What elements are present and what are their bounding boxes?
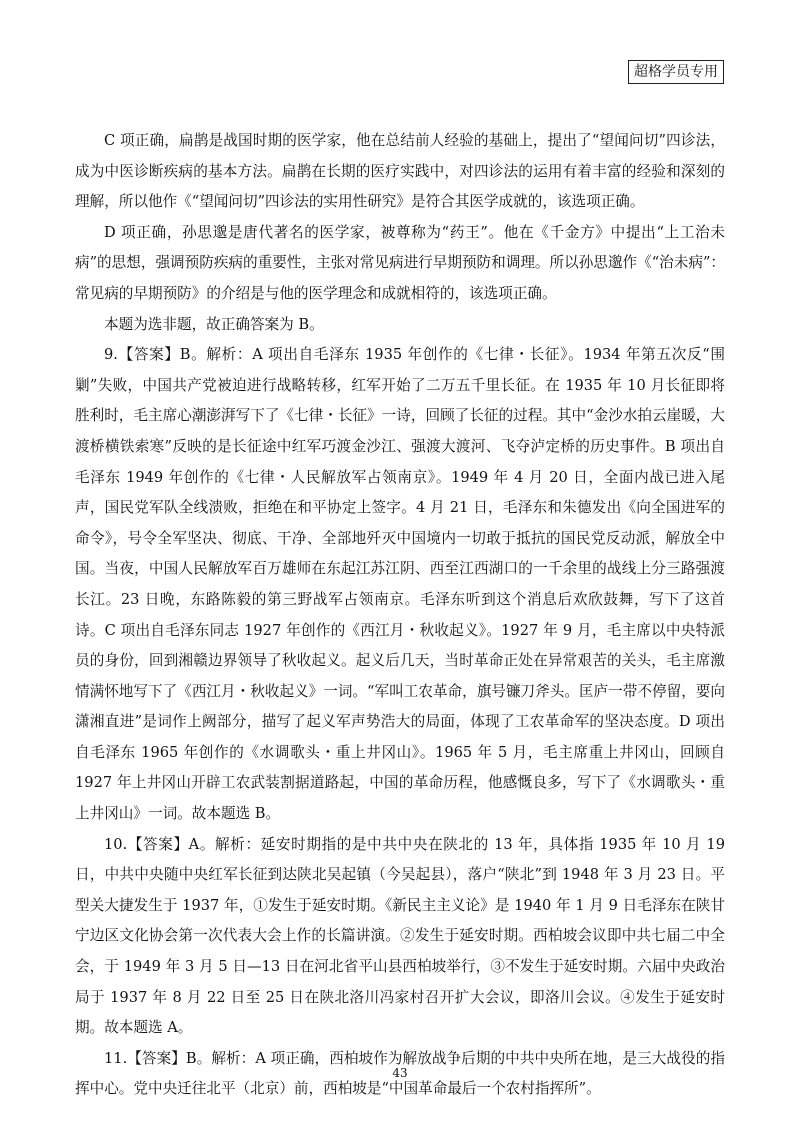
document-body (75, 126, 725, 1105)
paragraph-option-d: D 项正确，孙思邈是唐代著名的医学家，被尊称为“药王”。他在《千金方》中提出“上工治未病”的思想，强调预防疾病的重要性，主张对常见病进行早期预防和调理。所以孙思邈作《“治未病”：常见病的早期预防》的介绍是与他的医学理念和成就相符的，该选项正确。 (75, 223, 725, 302)
page-number: 43 (392, 1066, 408, 1080)
paragraph-question-9: 9.【答案】B。解析：A 项出自毛泽东 1935 年创作的《七律・长征》。1934 年第五次反“围剿”失败，中国共产党被迫进行战略转移，红军开始了二万五千里长征。在 1935 年 10 月长征即将胜利时，毛主席心潮澎湃写下了《七律・长征》一诗，回顾了长征的过程。其中“金沙水拍云崖暖，大渡桥横铁索寒”反映的是长征途中红军巧渡金沙江、强渡大渡河、飞夺泸定桥的历史事件。B 项出自毛泽东 1949 年创作的《七律・人民解放军占领南京》。1949 年 4 月 20 日，全面内战已进入尾声，国民党军队全线溃败，拒绝在和平协定上签字。4 月 21 日，毛泽东和朱德发出《向全国进军的命令》，号令全军坚决、彻底、干净、全部地歼灭中国境内一切敢于抵抗的国民党反动派，解放全中国。当夜，中国人民解放军百万雄师在东起江苏江阴、西至江西湖口的一千余里的战线上分三路强渡长江。23 日晚，东路陈毅的第三野战军占领南京。毛泽东听到这个消息后欢欣鼓舞，写下了这首诗。C 项出自毛泽东同志 1927 年创作的《西江月・秋收起义》。1927 年 9 月，毛主席以中央特派员的身份，回到湘赣边界领导了秋收起义。起义后几天，当时革命正处在异常艰苦的关头，毛主席激情满怀地写下了《西江月・秋收起义》一词。“军叫工农革命，旗号镰刀斧头。匡庐一带不停留，要向潇湘直进”是词作上阙部分，描写了起义军声势浩大的局面，体现了工农革命军的坚决态度。D 项出自毛泽东 1965 年创作的《水调歌头・重上井冈山》。1965 年 5 月，毛主席重上井冈山，回顾自 1927 年上井冈山开辟工农武装割据道路起，中国的革命历程，他感慨良多，写下了《水调歌头・重上井冈山》一词。故本题选 B。 (75, 346, 725, 823)
exclusive-badge: 超格学员专用 (628, 60, 724, 84)
paragraph-question-10: 10.【答案】A。解析：延安时期指的是中共中央在陕北的 13 年，具体指 1935 年 10 月 19 日，中共中央随中央红军长征到达陕北吴起镇（今吴起县），落户“陕北”到 1948 年 3 月 23 日。平型关大捷发生于 1937 年，①发生于延安时期。《新民主主义论》是 1940 年 1 月 9 日毛泽东在陕甘宁边区文化协会第一次代表大会上作的长篇讲演。②发生于延安时期。西柏坡会议即中共七届二中全会，于 1949 年 3 月 5 日—13 日在河北省平山县西柏坡举行，③不发生于延安时期。六届中央政治局于 1937 年 8 月 22 日至 25 日在陕北洛川冯家村召开扩大会议，即洛川会议。④发生于延安时期。故本题选 A。 (75, 835, 725, 1037)
paragraph-option-c: C 项正确，扁鹊是战国时期的医学家，他在总结前人经验的基础上，提出了“望闻问切”四诊法，成为中医诊断疾病的基本方法。扁鹊在长期的医疗实践中，对四诊法的运用有着丰富的经验和深刻的理解，所以他作《“望闻问切”四诊法的实用性研究》是符合其医学成就的，该选项正确。 (75, 132, 725, 211)
paragraph-question-11: 11.【答案】B。解析：A 项正确，西柏坡作为解放战争后期的中共中央所在地，是三大战役的指挥中心。党中央迁往北平（北京）前，西柏坡是“中国革命最后一个农村指挥所”。 (75, 1049, 725, 1098)
paragraph-answer-summary: 本题为选非题，故正确答案为 B。 (104, 315, 324, 333)
